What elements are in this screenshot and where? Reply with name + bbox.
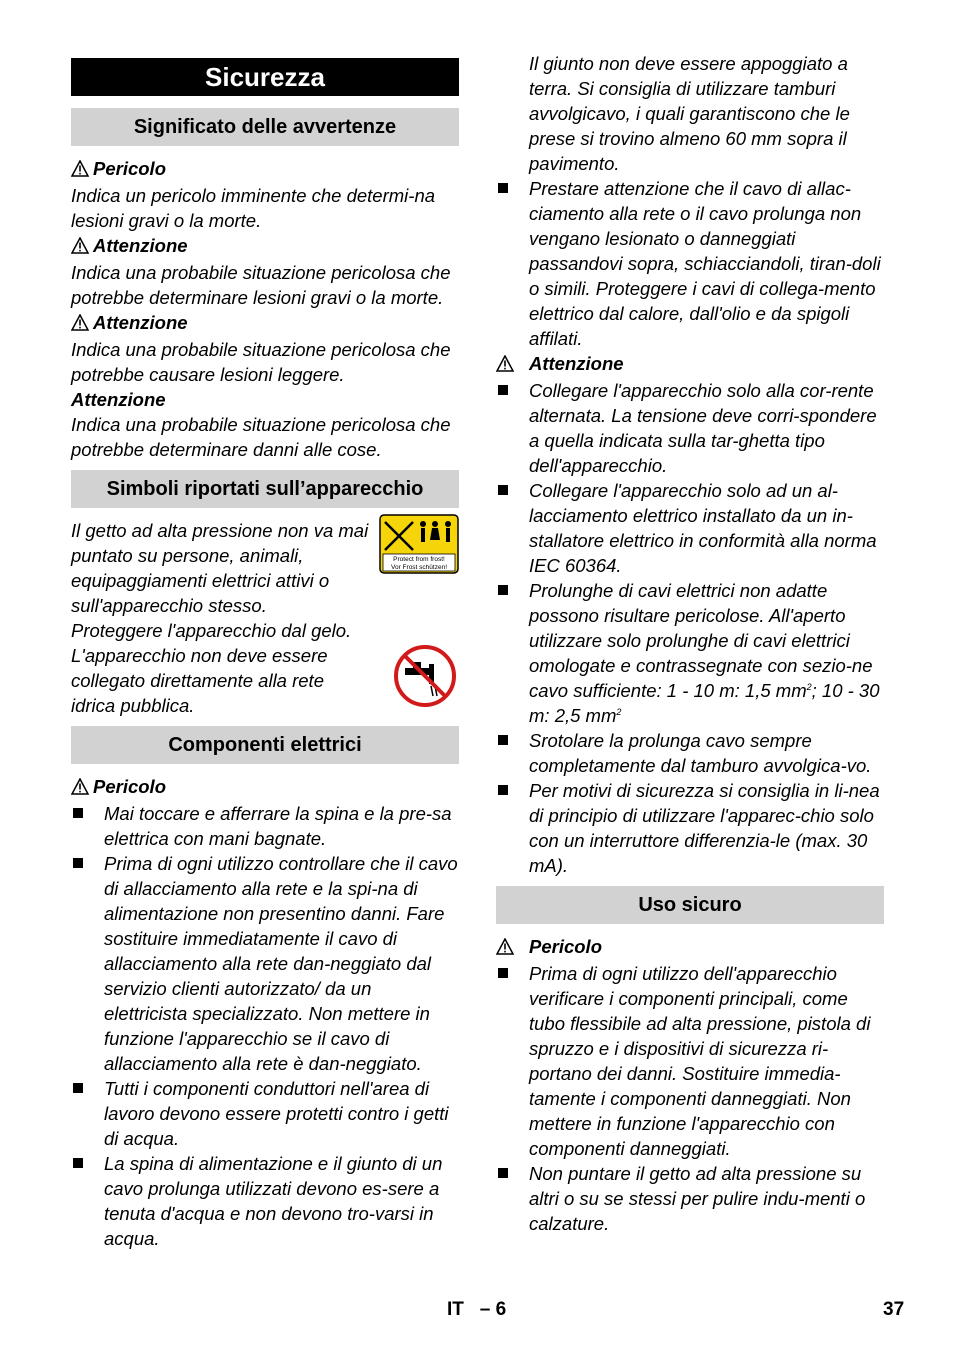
list-item: Srotolare la prolunga cavo sempre completamente dal tamburo avvolgica-vo. bbox=[496, 728, 884, 778]
symbols-block bbox=[71, 518, 459, 718]
warning-text: Indica un pericolo imminente che determi-na lesioni gravi o la morte. bbox=[71, 185, 436, 231]
warning-text: Indica una probabile situazione pericolosa che potrebbe determinare danni alle cose. bbox=[71, 414, 451, 460]
no-drinking-water-connection-icon bbox=[393, 644, 457, 708]
list-item: Per motivi di sicurezza si consiglia in li-nea di principio di utilizzare l'apparec-chio solo con un interruttore differenzia-le (max. 30 mA). bbox=[496, 778, 884, 878]
footer-language: IT bbox=[447, 1299, 464, 1320]
warning-triangle-icon bbox=[71, 235, 93, 260]
section-heading-symbols: Simboli riportati sull’apparecchio bbox=[71, 470, 459, 508]
list-item: Collegare l'apparecchio solo ad un al-lacciamento elettrico installato da un in-stallatore elettrico in conformità alla norma IEC 60364. bbox=[496, 478, 884, 578]
list-item-continuation: Il giunto non deve essere appoggiato a terra. Si consiglia di utilizzare tamburi avvolgicavo, i quali garantiscono che le prese si trovino almeno 60 mm sopra il pavimento. bbox=[529, 53, 850, 174]
frost-warning-label-icon bbox=[379, 514, 459, 574]
list-item: Prima di ogni utilizzo controllare che il cavo di allacciamento alla rete e la spi-na di alimentazione non presentino danni. Fare sostituire immediatamente il cavo di allacciamento alla rete dan-neggiato dal servizio clienti autorizzato/ da un elettricista specializzato. Non mettere in funzione l'apparecchio se il cavo di allacciamento alla rete è dan-neggiato. bbox=[71, 851, 459, 1076]
footer-page-label bbox=[447, 1299, 506, 1321]
warning-label: Pericolo bbox=[496, 934, 884, 961]
symbol-text-water: L'apparecchio non deve essere collegato direttamente alla rete idrica pubblica. bbox=[71, 645, 328, 716]
left-column bbox=[71, 58, 459, 1251]
warning-label: Attenzione bbox=[496, 351, 884, 378]
warning-label: Pericolo bbox=[71, 774, 459, 801]
warning-label: Attenzione bbox=[71, 310, 459, 337]
footer-section-page: – 6 bbox=[479, 1299, 507, 1320]
warning-triangle-icon bbox=[71, 776, 93, 801]
warning-text: Indica una probabile situazione pericolosa che potrebbe determinare lesioni gravi o la morte. bbox=[71, 262, 451, 308]
list-item: Tutti i componenti conduttori nell'area di lavoro devono essere protetti contro i getti di acqua. bbox=[71, 1076, 459, 1151]
section-heading-warnings: Significato delle avvertenze bbox=[71, 108, 459, 146]
list-item: Prima di ogni utilizzo dell'apparecchio verificare i componenti principali, come tubo flessibile ad alta pressione, pistola di spruzzo e i dispositivi di sicurezza ri-portano dei danni. Sostituire immedia-tamente i componenti danneggiati. Non mettere in funzione l'apparecchio con componenti danneggiati. bbox=[496, 961, 884, 1161]
section-heading-safe-use: Uso sicuro bbox=[496, 886, 884, 924]
page-title: Sicurezza bbox=[71, 58, 459, 96]
footer-page-number: 37 bbox=[883, 1299, 905, 1320]
frost-label-line-1: Protect from frost! bbox=[393, 556, 445, 563]
list-item: Mai toccare e afferrare la spina e la pre-sa elettrica con mani bagnate. bbox=[71, 801, 459, 851]
list-item: Prestare attenzione che il cavo di allac-ciamento alla rete o il cavo prolunga non vengano lesionato o danneggiati passandovi sopra, schiacciandoli, tiran-doli o simili. Proteggere i cavi di collega-mento elettrico dal calore, dall'olio e da spigoli affilati. bbox=[496, 176, 884, 351]
warning-triangle-icon bbox=[496, 936, 529, 961]
right-column bbox=[496, 51, 884, 1236]
warning-label: Attenzione bbox=[71, 389, 166, 410]
section-heading-electrical: Componenti elettrici bbox=[71, 726, 459, 764]
list-item: Prolunghe di cavi elettrici non adatte possono risultare pericolose. All'aperto utilizzare solo prolunghe di cavi elettrici omologate e contrassegnate con sezio-ne cavo sufficiente: 1 - 10 m: 1,5 $mm^2$; 10 - 30 m: 2,5 $mm^2$ bbox=[496, 578, 884, 728]
list-item: Collegare l'apparecchio solo alla cor-rente alternata. La tensione deve corri-spondere a quella indicata sulla tar-ghetta tipo dell'apparecchio. bbox=[496, 378, 884, 478]
warning-triangle-icon bbox=[71, 312, 93, 337]
symbol-text-pressure-jet: Il getto ad alta pressione non va mai puntato su persone, animali, equipaggiamenti elettrici attivi o sull'apparecchio stesso. bbox=[71, 520, 369, 616]
list-item: La spina di alimentazione e il giunto di un cavo prolunga utilizzati devono es-sere a tenuta d'acqua e non devono tro-varsi in acqua. bbox=[71, 1151, 459, 1251]
frost-label-line-2: Vor Frost schützen! bbox=[391, 564, 447, 571]
warning-text: Indica una probabile situazione pericolosa che potrebbe causare lesioni leggere. bbox=[71, 339, 451, 385]
warning-triangle-icon bbox=[71, 158, 93, 183]
warning-triangle-icon bbox=[496, 353, 529, 378]
symbol-text-frost: Proteggere l'apparecchio dal gelo. bbox=[71, 620, 352, 641]
warning-label: Pericolo bbox=[71, 156, 459, 183]
warning-label: Attenzione bbox=[71, 233, 459, 260]
list-item: Non puntare il getto ad alta pressione su altri o su se stessi per pulire indu-menti o calzature. bbox=[496, 1161, 884, 1236]
